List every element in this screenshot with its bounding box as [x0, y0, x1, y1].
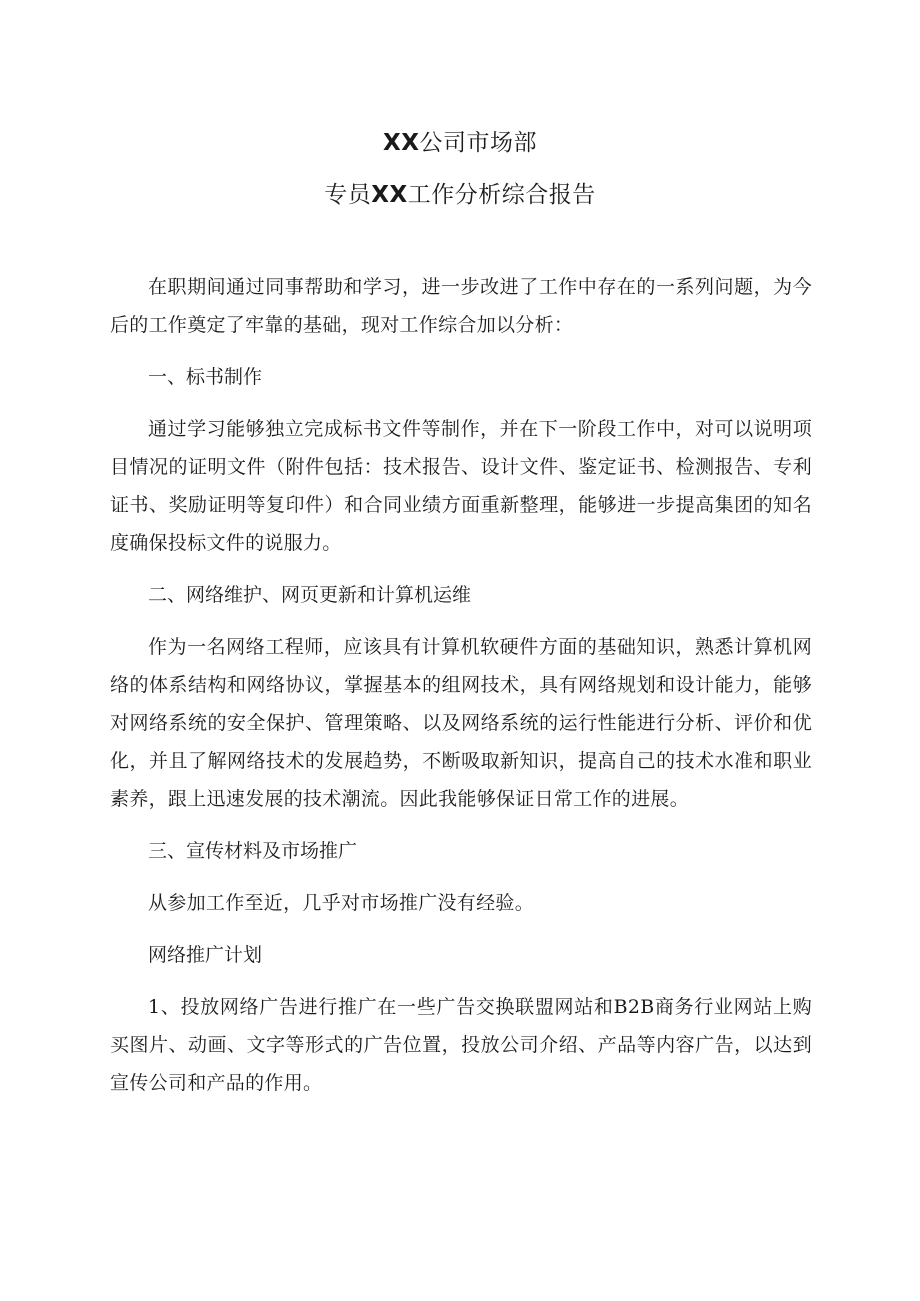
- section-heading-network: 二、网络维护、网页更新和计算机运维: [148, 584, 472, 606]
- title-line-report: [0, 178, 920, 212]
- section-heading-bidding: 一、标书制作: [148, 366, 263, 388]
- title-line-company: [0, 126, 920, 160]
- document-body: [110, 268, 812, 1116]
- title-person-code: XX: [371, 182, 408, 208]
- title-company-name: 公司市场部: [419, 130, 537, 156]
- document-title: [0, 126, 920, 230]
- intro-paragraph: 在职期间通过同事帮助和学习，进一步改进了工作中存在的一系列问题，为今后的工作奠定了牢靠的基础，现对工作综合加以分析：: [110, 276, 812, 336]
- plan-heading: 网络推广计划: [148, 944, 263, 966]
- title-company-code: XX: [383, 130, 420, 156]
- section-paragraph-marketing: 从参加工作至近，几乎对市场推广没有经验。: [148, 892, 535, 914]
- title-role: 专员: [324, 182, 372, 208]
- plan-item-1: 1、投放网络广告进行推广在一些广告交换联盟网站和B2B商务行业网站上购买图片、动画、文字等形式的广告位置，投放公司介绍、产品等内容广告，以达到宣传公司和产品的作用。: [110, 996, 812, 1094]
- section-paragraph-network: 作为一名网络工程师，应该具有计算机软硬件方面的基础知识，熟悉计算机网络的体系结构和网络协议，掌握基本的组网技术，具有网络规划和设计能力，能够对网络系统的安全保护、管理策略、以及网络系统的运行性能进行分析、评价和优化，并且了解网络技术的发展趋势，不断吸取新知识，提高自己的技术水准和职业素养，跟上迅速发展的技术潮流。因此我能够保证日常工作的进展。: [110, 636, 812, 810]
- section-heading-marketing: 三、宣传材料及市场推广: [148, 840, 358, 862]
- title-report-name: 工作分析综合报告: [407, 182, 596, 208]
- section-paragraph-bidding: 通过学习能够独立完成标书文件等制作，并在下一阶段工作中，对可以说明项目情况的证明文件（附件包括：技术报告、设计文件、鉴定证书、检测报告、专利证书、奖励证明等复印件）和合同业绩方面重新整理，能够进一步提高集团的知名度确保投标文件的说服力。: [110, 418, 812, 554]
